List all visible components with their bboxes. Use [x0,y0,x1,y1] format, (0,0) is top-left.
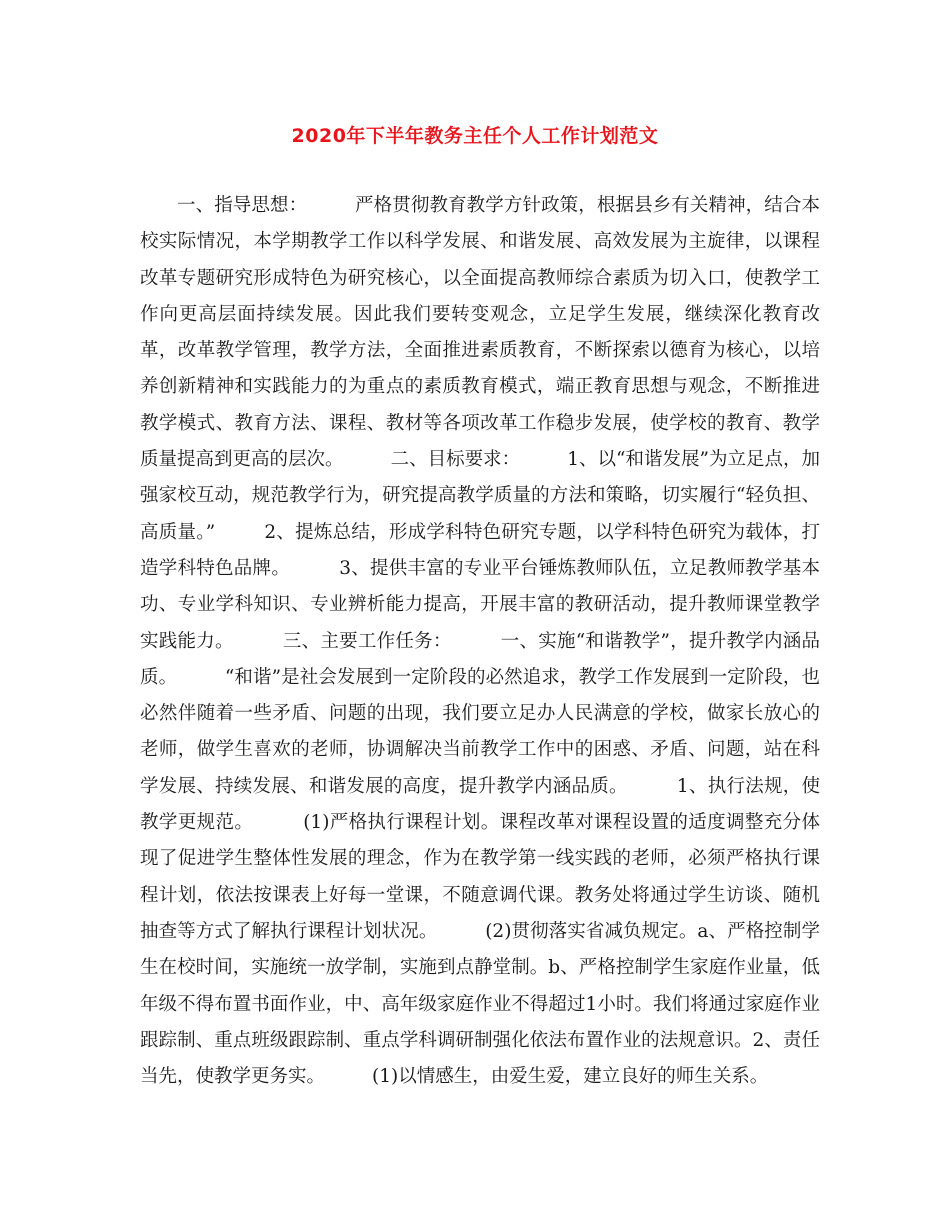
document-body: 一、指导思想： 严格贯彻教育教学方针政策，根据县乡有关精神，结合本校实际情况，本学期教学工作以科学发展、和谐发展、高效发展为主旋律，以课程改革专题研究形成特色为研究核心，以全面提高教师综合素质为切入口，使教学工作向更高层面持续发展。因此我们要转变观念，立足学生发展，继续深化教育改革，改革教学管理，教学方法，全面推进素质教育，不断探索以德育为核心，以培养创新精神和实践能力的为重点的素质教育模式，端正教育思想与观念，不断推进教学模式、教育方法、课程、教材等各项改革工作稳步发展，使学校的教育、教学质量提高到更高的层次。 二、目标要求： 1、以“和谐发展”为立足点，加强家校互动，规范教学行为，研究提高教学质量的方法和策略，切实履行“轻负担、高质量。” 2、提炼总结，形成学科特色研究专题，以学科特色研究为载体，打造学科特色品牌。 3、提供丰富的专业平台锤炼教师队伍，立足教师教学基本功、专业学科知识、专业辨析能力提高，开展丰富的教研活动，提升教师课堂教学实践能力。 三、主要工作任务： 一、实施“和谐教学”，提升教学内涵品质。 “和谐”是社会发展到一定阶段的必然追求，教学工作发展到一定阶段，也必然伴随着一些矛盾、问题的出现，我们要立足办人民满意的学校，做家长放心的老师，做学生喜欢的老师，协调解决当前教学工作中的困惑、矛盾、问题，站在科学发展、持续发展、和谐发展的高度，提升教学内涵品质。 1、执行法规，使教学更规范。 (1)严格执行课程计划。课程改革对课程设置的适度调整充分体现了促进学生整体性发展的理念，作为在教学第一线实践的老师，必须严格执行课程计划，依法按课表上好每一堂课，不随意调代课。教务处将通过学生访谈、随机抽查等方式了解执行课程计划状况。 (2)贯彻落实省减负规定。a、严格控制学生在校时间，实施统一放学制，实施到点静堂制。b、严格控制学生家庭作业量，低年级不得布置书面作业，中、高年级家庭作业不得超过1小时。我们将通过家庭作业跟踪制、重点班级跟踪制、重点学科调研制强化依法布置作业的法规意识。2、责任当先，使教学更务实。 (1)以情感生，由爱生爱，建立良好的师生关系。 [140,195,820,1088]
document-title: 2020年下半年教务主任个人工作计划范文 [291,125,659,147]
